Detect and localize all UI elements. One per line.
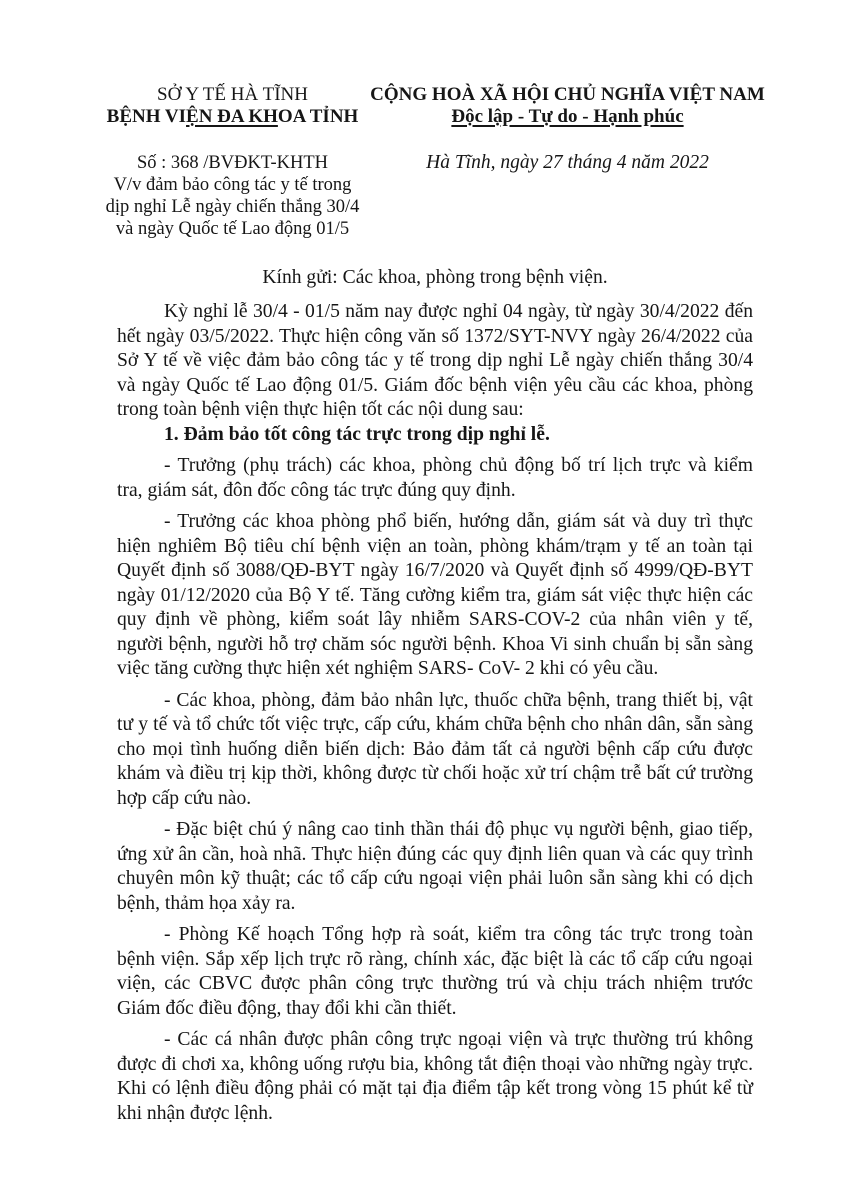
paragraph-line: tư y tế và tổ chức tốt việc trực, cấp cứu, khám chữa bệnh cho nhân dân, sẵn sàng [117, 714, 753, 735]
national-motto [365, 106, 770, 128]
paragraph-line: Quyết định số 3088/QĐ-BYT ngày 16/7/2020 và Quyết định số 4999/QĐ-BYT [117, 560, 753, 581]
paragraph-line: và ngày Quốc tế Lao động 01/5. Giám đốc bệnh viện yêu cầu các khoa, phòng [117, 374, 753, 396]
document-body [117, 300, 753, 1126]
paragraph-line: bệnh viện. Sắp xếp lịch trực rõ ràng, chính xác, đặc biệt là các tổ cấp cứu ngoại [117, 948, 753, 970]
paragraph-line: - Các cá nhân được phân công trực ngoại viện và trực thường trú không [164, 1029, 753, 1050]
subject-line: và ngày Quốc tế Lao động 01/5 [115, 219, 350, 239]
paragraph-line: - Các khoa, phòng, đảm bảo nhân lực, thuốc chữa bệnh, trang thiết bị, vật [164, 689, 753, 711]
paragraph-line: khám và điều trị kịp thời, không được từ chối hoặc xử trí chậm trễ bất cứ trường [117, 763, 753, 784]
subject-line: V/v đảm bảo công tác y tế trong [113, 175, 352, 195]
paragraph-individual-duty [117, 1028, 753, 1126]
paragraph-line: Sở Y tế về việc đảm bảo công tác y tế trong dịp nghỉ Lễ ngày chiến thắng 30/4 [117, 350, 753, 371]
country-name: CỘNG HOÀ XÃ HỘI CHỦ NGHĨA VIỆT NAM [370, 84, 765, 105]
paragraph-planning-review [117, 923, 753, 1021]
paragraph-line: tra, giám sát, đôn đốc công tác trực đúng quy định. [117, 479, 516, 501]
hospital-name [100, 106, 365, 128]
paragraph-line: - Trưởng các khoa phòng phổ biến, hướng dẫn, giám sát và duy trì thực [164, 511, 753, 532]
paragraph-line: hết ngày 03/5/2022. Thực hiện công văn số 1372/SYT-NVY ngày 26/4/2022 của [117, 325, 753, 347]
paragraph-duty-schedule [117, 454, 753, 503]
paragraph-line: - Đặc biệt chú ý nâng cao tinh thần thái độ phục vụ người bệnh, giao tiếp, [164, 819, 753, 840]
paragraph-line: Khi có lệnh điều động phải có mặt tại địa điểm tập kết trong vòng 15 phút kể từ [117, 1078, 753, 1099]
paragraph-line: ngày 01/12/2020 của Bộ Y tế. Tăng cường kiểm tra, giám sát việc thực hiện các [117, 584, 753, 606]
place-and-date: Hà Tĩnh, ngày 27 tháng 4 năm 2022 [426, 152, 709, 173]
agency-name: SỞ Y TẾ HÀ TĨNH [157, 84, 308, 105]
paragraph-line: quy định về phòng, kiểm soát lây nhiễm SARS-COV-2 của nhân viên y tế, [117, 609, 753, 630]
paragraph-line: - Phòng Kế hoạch Tổng hợp rà soát, kiểm tra công tác trực trong toàn [164, 924, 753, 945]
section-heading: 1. Đảm bảo tốt công tác trực trong dịp nghỉ lễ. [164, 423, 550, 445]
paragraph-line: hợp cấp cứu nào. [117, 787, 252, 809]
document-number: Số : 368 /BVĐKT-KHTH [136, 153, 328, 173]
paragraph-line: người bệnh, người hỗ trợ chăm sóc người bệnh. Khoa Vi sinh chuẩn bị sẵn sàng [117, 633, 753, 655]
paragraph-line: hiện nghiêm Bộ tiêu chí bệnh viện an toàn, phòng khám/trạm y tế an toàn tại [117, 535, 753, 557]
hospital-name-underlined: ỆN ĐA KH [186, 106, 278, 127]
hospital-name-start: BỆNH VI [106, 106, 187, 127]
paragraph-line: bệnh, thảm họa xảy ra. [117, 892, 296, 914]
national-motto-text: Độc lập - Tự do - Hạnh phúc [451, 106, 684, 127]
subject-line: dịp nghỉ Lễ ngày chiến thắng 30/4 [105, 197, 360, 217]
paragraph-line: - Trưởng (phụ trách) các khoa, phòng chủ động bố trí lịch trực và kiểm [164, 455, 753, 476]
paragraph-line: trong toàn bệnh viện thực hiện tốt các nội dung sau: [117, 399, 524, 420]
paragraph-line: cho mọi tình huống diễn biến dịch: Bảo đảm tất cả người bệnh cấp cứu được [117, 738, 753, 760]
paragraph-line: chuyên môn kỹ thuật; các tổ cấp cứu ngoại viện phải luôn sẵn sàng khi có dịch [117, 868, 753, 889]
intro-paragraph [117, 300, 753, 423]
paragraph-line: ứng xử ân cần, hoà nhã. Thực hiện đúng các quy định liên quan và các quy trình [117, 843, 753, 865]
paragraph-line: việc tăng cường thực hiện xét nghiệm SARS- CoV- 2 khi có yêu cầu. [117, 658, 659, 679]
paragraph-safety-criteria [117, 510, 753, 682]
hospital-name-end: OA TỈNH [277, 106, 359, 127]
paragraph-line: khi nhận được lệnh. [117, 1102, 273, 1124]
recipient-line: Kính gửi: Các khoa, phòng trong bệnh viện. [262, 267, 608, 288]
paragraph-line: viện, các CBVC được phân công trực thường trú và chịu trách nhiệm trước [117, 973, 753, 994]
paragraph-line: Kỳ nghỉ lễ 30/4 - 01/5 năm nay được nghỉ 04 ngày, từ ngày 30/4/2022 đến [164, 301, 753, 322]
paragraph-resources [117, 689, 753, 812]
paragraph-service-attitude [117, 818, 753, 916]
paragraph-line: được đi chơi xa, không uống rượu bia, không tắt điện thoại vào những ngày trực. [117, 1053, 753, 1075]
paragraph-line: Giám đốc điều động, thay đổi khi cần thiết. [117, 997, 457, 1019]
